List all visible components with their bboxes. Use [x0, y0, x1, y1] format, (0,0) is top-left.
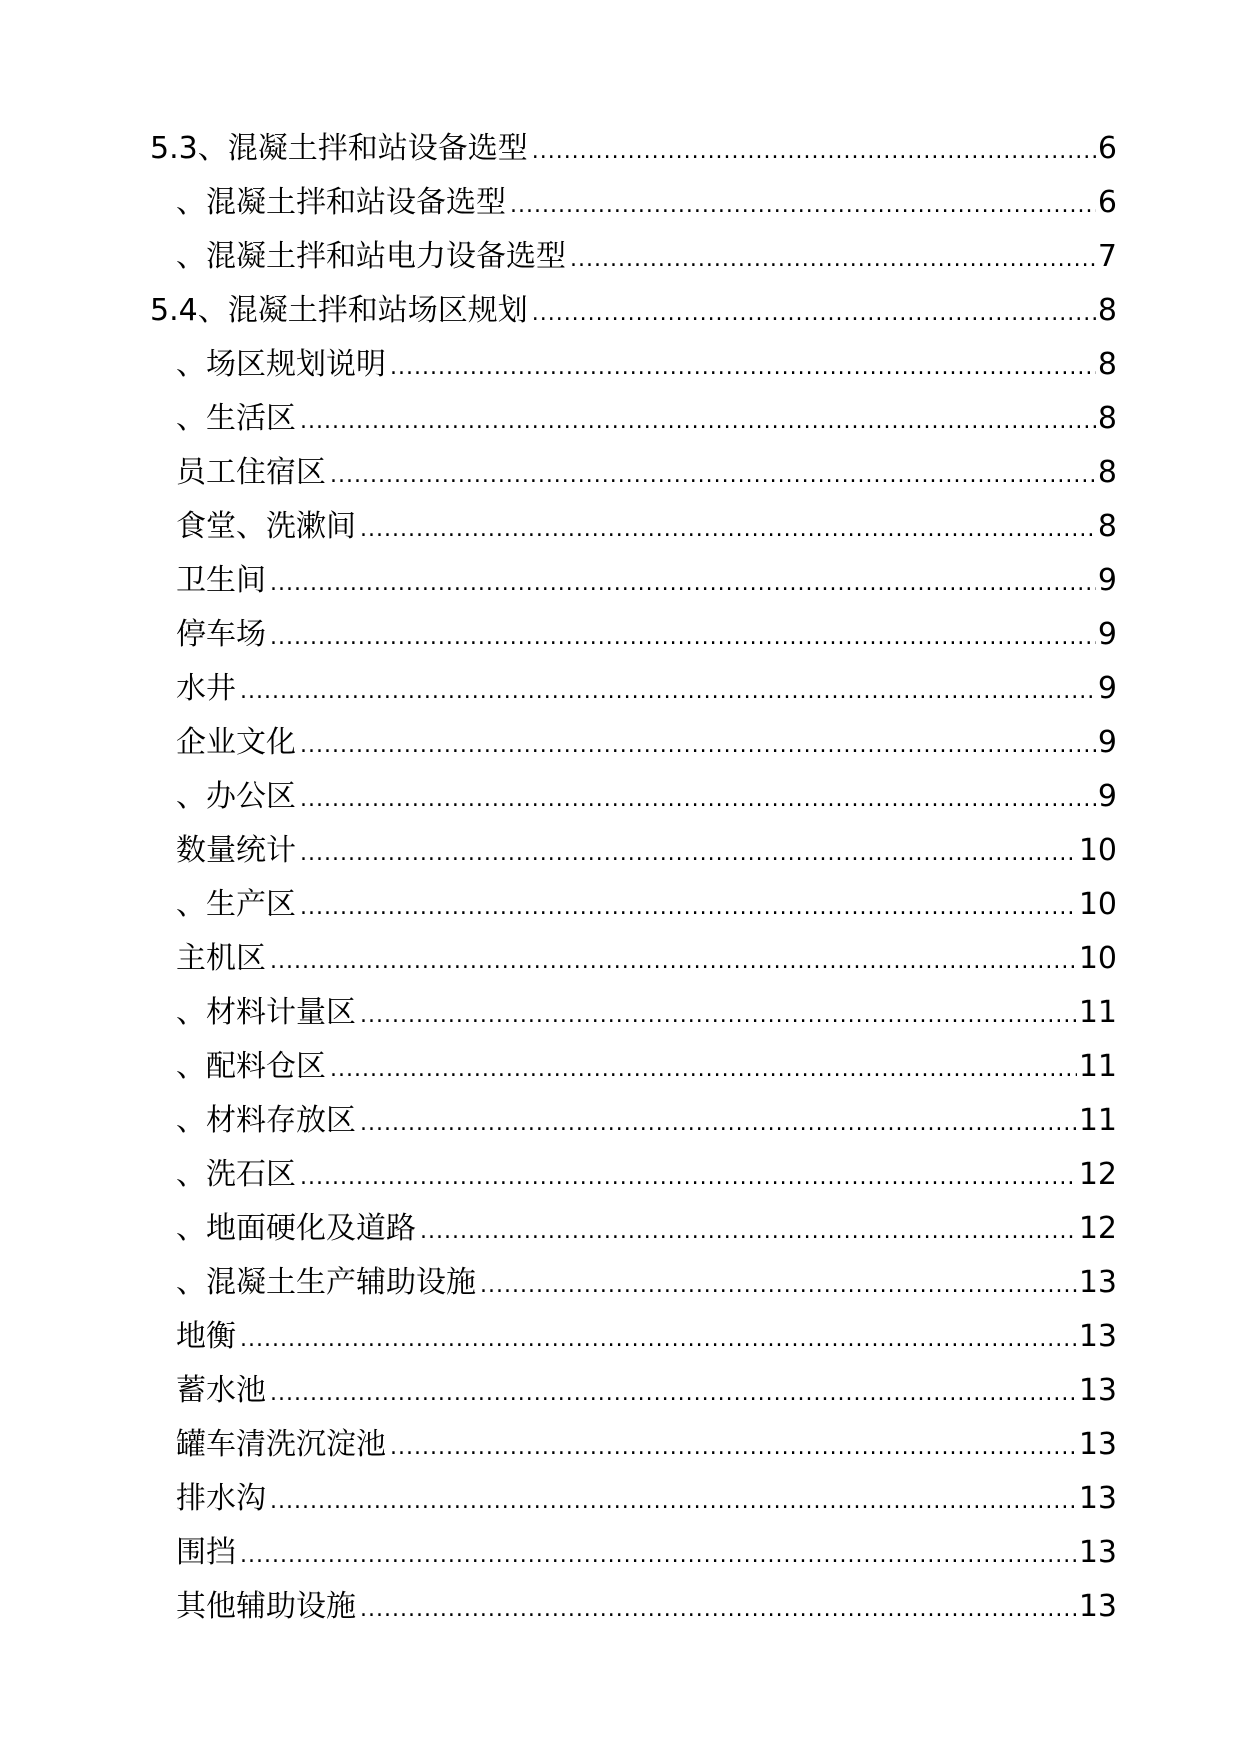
toc-entry-page: 10 — [1078, 887, 1117, 922]
dot-leader — [390, 1421, 1077, 1475]
toc-entry[interactable] — [150, 716, 1117, 770]
dot-leader — [330, 1043, 1077, 1097]
toc-entry-page: 8 — [1097, 509, 1117, 544]
toc-entry-page: 6 — [1097, 185, 1117, 220]
toc-entry[interactable] — [150, 1148, 1117, 1202]
dot-leader — [240, 1313, 1077, 1367]
toc-entry-page: 9 — [1097, 779, 1117, 814]
toc-entry[interactable] — [150, 1418, 1117, 1472]
toc-entry-page: 9 — [1097, 617, 1117, 652]
toc-entry-page: 12 — [1078, 1211, 1117, 1246]
toc-entry[interactable] — [150, 1364, 1117, 1418]
toc-entry[interactable] — [150, 878, 1117, 932]
dot-leader — [300, 719, 1096, 773]
toc-entry[interactable] — [150, 770, 1117, 824]
dot-leader — [270, 935, 1077, 989]
dot-leader — [300, 395, 1096, 449]
table-of-contents — [150, 122, 1117, 1634]
toc-entry-title: 5.3、混凝土拌和站设备选型 — [150, 131, 528, 166]
toc-entry-page: 11 — [1078, 995, 1117, 1030]
toc-entry-title: 数量统计 — [176, 833, 296, 868]
dot-leader — [300, 881, 1077, 935]
toc-entry[interactable] — [150, 1094, 1117, 1148]
toc-entry[interactable] — [150, 1256, 1117, 1310]
toc-entry-title: 、洗石区 — [176, 1157, 296, 1192]
dot-leader — [510, 179, 1096, 233]
toc-entry-page: 9 — [1097, 671, 1117, 706]
toc-entry-page: 10 — [1078, 941, 1117, 976]
toc-entry[interactable] — [150, 446, 1117, 500]
toc-entry[interactable] — [150, 932, 1117, 986]
toc-entry-page: 9 — [1097, 563, 1117, 598]
toc-entry[interactable] — [150, 824, 1117, 878]
toc-entry[interactable] — [150, 554, 1117, 608]
toc-entry-page: 13 — [1078, 1265, 1117, 1300]
toc-entry-title: 、生活区 — [176, 401, 296, 436]
toc-entry-page: 10 — [1078, 833, 1117, 868]
toc-entry-page: 7 — [1097, 239, 1117, 274]
toc-entry-page: 8 — [1097, 347, 1117, 382]
toc-entry[interactable] — [150, 1040, 1117, 1094]
toc-entry-page: 8 — [1097, 455, 1117, 490]
dot-leader — [300, 827, 1077, 881]
toc-entry-title: 水井 — [176, 671, 236, 706]
toc-entry-title: 、生产区 — [176, 887, 296, 922]
toc-entry[interactable] — [150, 1202, 1117, 1256]
dot-leader — [240, 665, 1096, 719]
dot-leader — [570, 233, 1096, 287]
toc-entry-title: 停车场 — [176, 617, 266, 652]
toc-entry[interactable] — [150, 986, 1117, 1040]
toc-entry-page: 13 — [1078, 1589, 1117, 1624]
dot-leader — [270, 611, 1096, 665]
dot-leader — [300, 773, 1096, 827]
toc-entry-title: 、混凝土生产辅助设施 — [176, 1265, 476, 1300]
toc-entry-page: 13 — [1078, 1373, 1117, 1408]
toc-entry-title: 其他辅助设施 — [176, 1589, 356, 1624]
toc-entry-page: 13 — [1078, 1319, 1117, 1354]
toc-entry-title: 卫生间 — [176, 563, 266, 598]
dot-leader — [360, 503, 1096, 557]
toc-entry-title: 企业文化 — [176, 725, 296, 760]
toc-entry-title: 蓄水池 — [176, 1373, 266, 1408]
toc-entry-title: 罐车清洗沉淀池 — [176, 1427, 386, 1462]
toc-entry[interactable] — [150, 1526, 1117, 1580]
dot-leader — [270, 1367, 1077, 1421]
toc-entry-page: 13 — [1078, 1427, 1117, 1462]
toc-entry-title: 员工住宿区 — [176, 455, 326, 490]
dot-leader — [300, 1151, 1077, 1205]
toc-entry-page: 9 — [1097, 725, 1117, 760]
toc-entry-title: 5.4、混凝土拌和站场区规划 — [150, 293, 528, 328]
dot-leader — [360, 1583, 1077, 1637]
toc-entry-page: 13 — [1078, 1481, 1117, 1516]
toc-entry-page: 8 — [1097, 293, 1117, 328]
toc-entry[interactable] — [150, 1580, 1117, 1634]
toc-entry-title: 、配料仓区 — [176, 1049, 326, 1084]
toc-entry[interactable] — [150, 392, 1117, 446]
toc-entry-page: 11 — [1078, 1049, 1117, 1084]
toc-entry-title: 、材料存放区 — [176, 1103, 356, 1138]
toc-entry-page: 12 — [1078, 1157, 1117, 1192]
dot-leader — [330, 449, 1096, 503]
toc-entry-title: 、场区规划说明 — [176, 347, 386, 382]
toc-entry-title: 排水沟 — [176, 1481, 266, 1516]
toc-entry-title: 、地面硬化及道路 — [176, 1211, 416, 1246]
toc-entry-page: 13 — [1078, 1535, 1117, 1570]
toc-entry-title: 地衡 — [176, 1319, 236, 1354]
toc-entry-title: 主机区 — [176, 941, 266, 976]
toc-entry[interactable] — [150, 608, 1117, 662]
toc-entry-page: 11 — [1078, 1103, 1117, 1138]
toc-entry[interactable] — [150, 338, 1117, 392]
dot-leader — [270, 557, 1096, 611]
toc-entry[interactable] — [150, 122, 1117, 176]
toc-entry[interactable] — [150, 662, 1117, 716]
toc-entry-title: 、办公区 — [176, 779, 296, 814]
dot-leader — [480, 1259, 1077, 1313]
dot-leader — [532, 287, 1096, 341]
toc-entry[interactable] — [150, 1472, 1117, 1526]
toc-entry-page: 6 — [1097, 131, 1117, 166]
toc-entry-page: 8 — [1097, 401, 1117, 436]
toc-entry[interactable] — [150, 176, 1117, 230]
dot-leader — [390, 341, 1096, 395]
toc-entry[interactable] — [150, 1310, 1117, 1364]
dot-leader — [532, 125, 1096, 179]
toc-entry[interactable] — [150, 500, 1117, 554]
dot-leader — [270, 1475, 1077, 1529]
toc-entry[interactable] — [150, 284, 1117, 338]
toc-entry-title: 、材料计量区 — [176, 995, 356, 1030]
toc-entry-title: 、混凝土拌和站设备选型 — [176, 185, 506, 220]
toc-entry-title: 围挡 — [176, 1535, 236, 1570]
dot-leader — [360, 1097, 1077, 1151]
dot-leader — [360, 989, 1077, 1043]
toc-entry[interactable] — [150, 230, 1117, 284]
toc-entry-title: 食堂、洗漱间 — [176, 509, 356, 544]
toc-entry-title: 、混凝土拌和站电力设备选型 — [176, 239, 566, 274]
dot-leader — [420, 1205, 1077, 1259]
dot-leader — [240, 1529, 1077, 1583]
